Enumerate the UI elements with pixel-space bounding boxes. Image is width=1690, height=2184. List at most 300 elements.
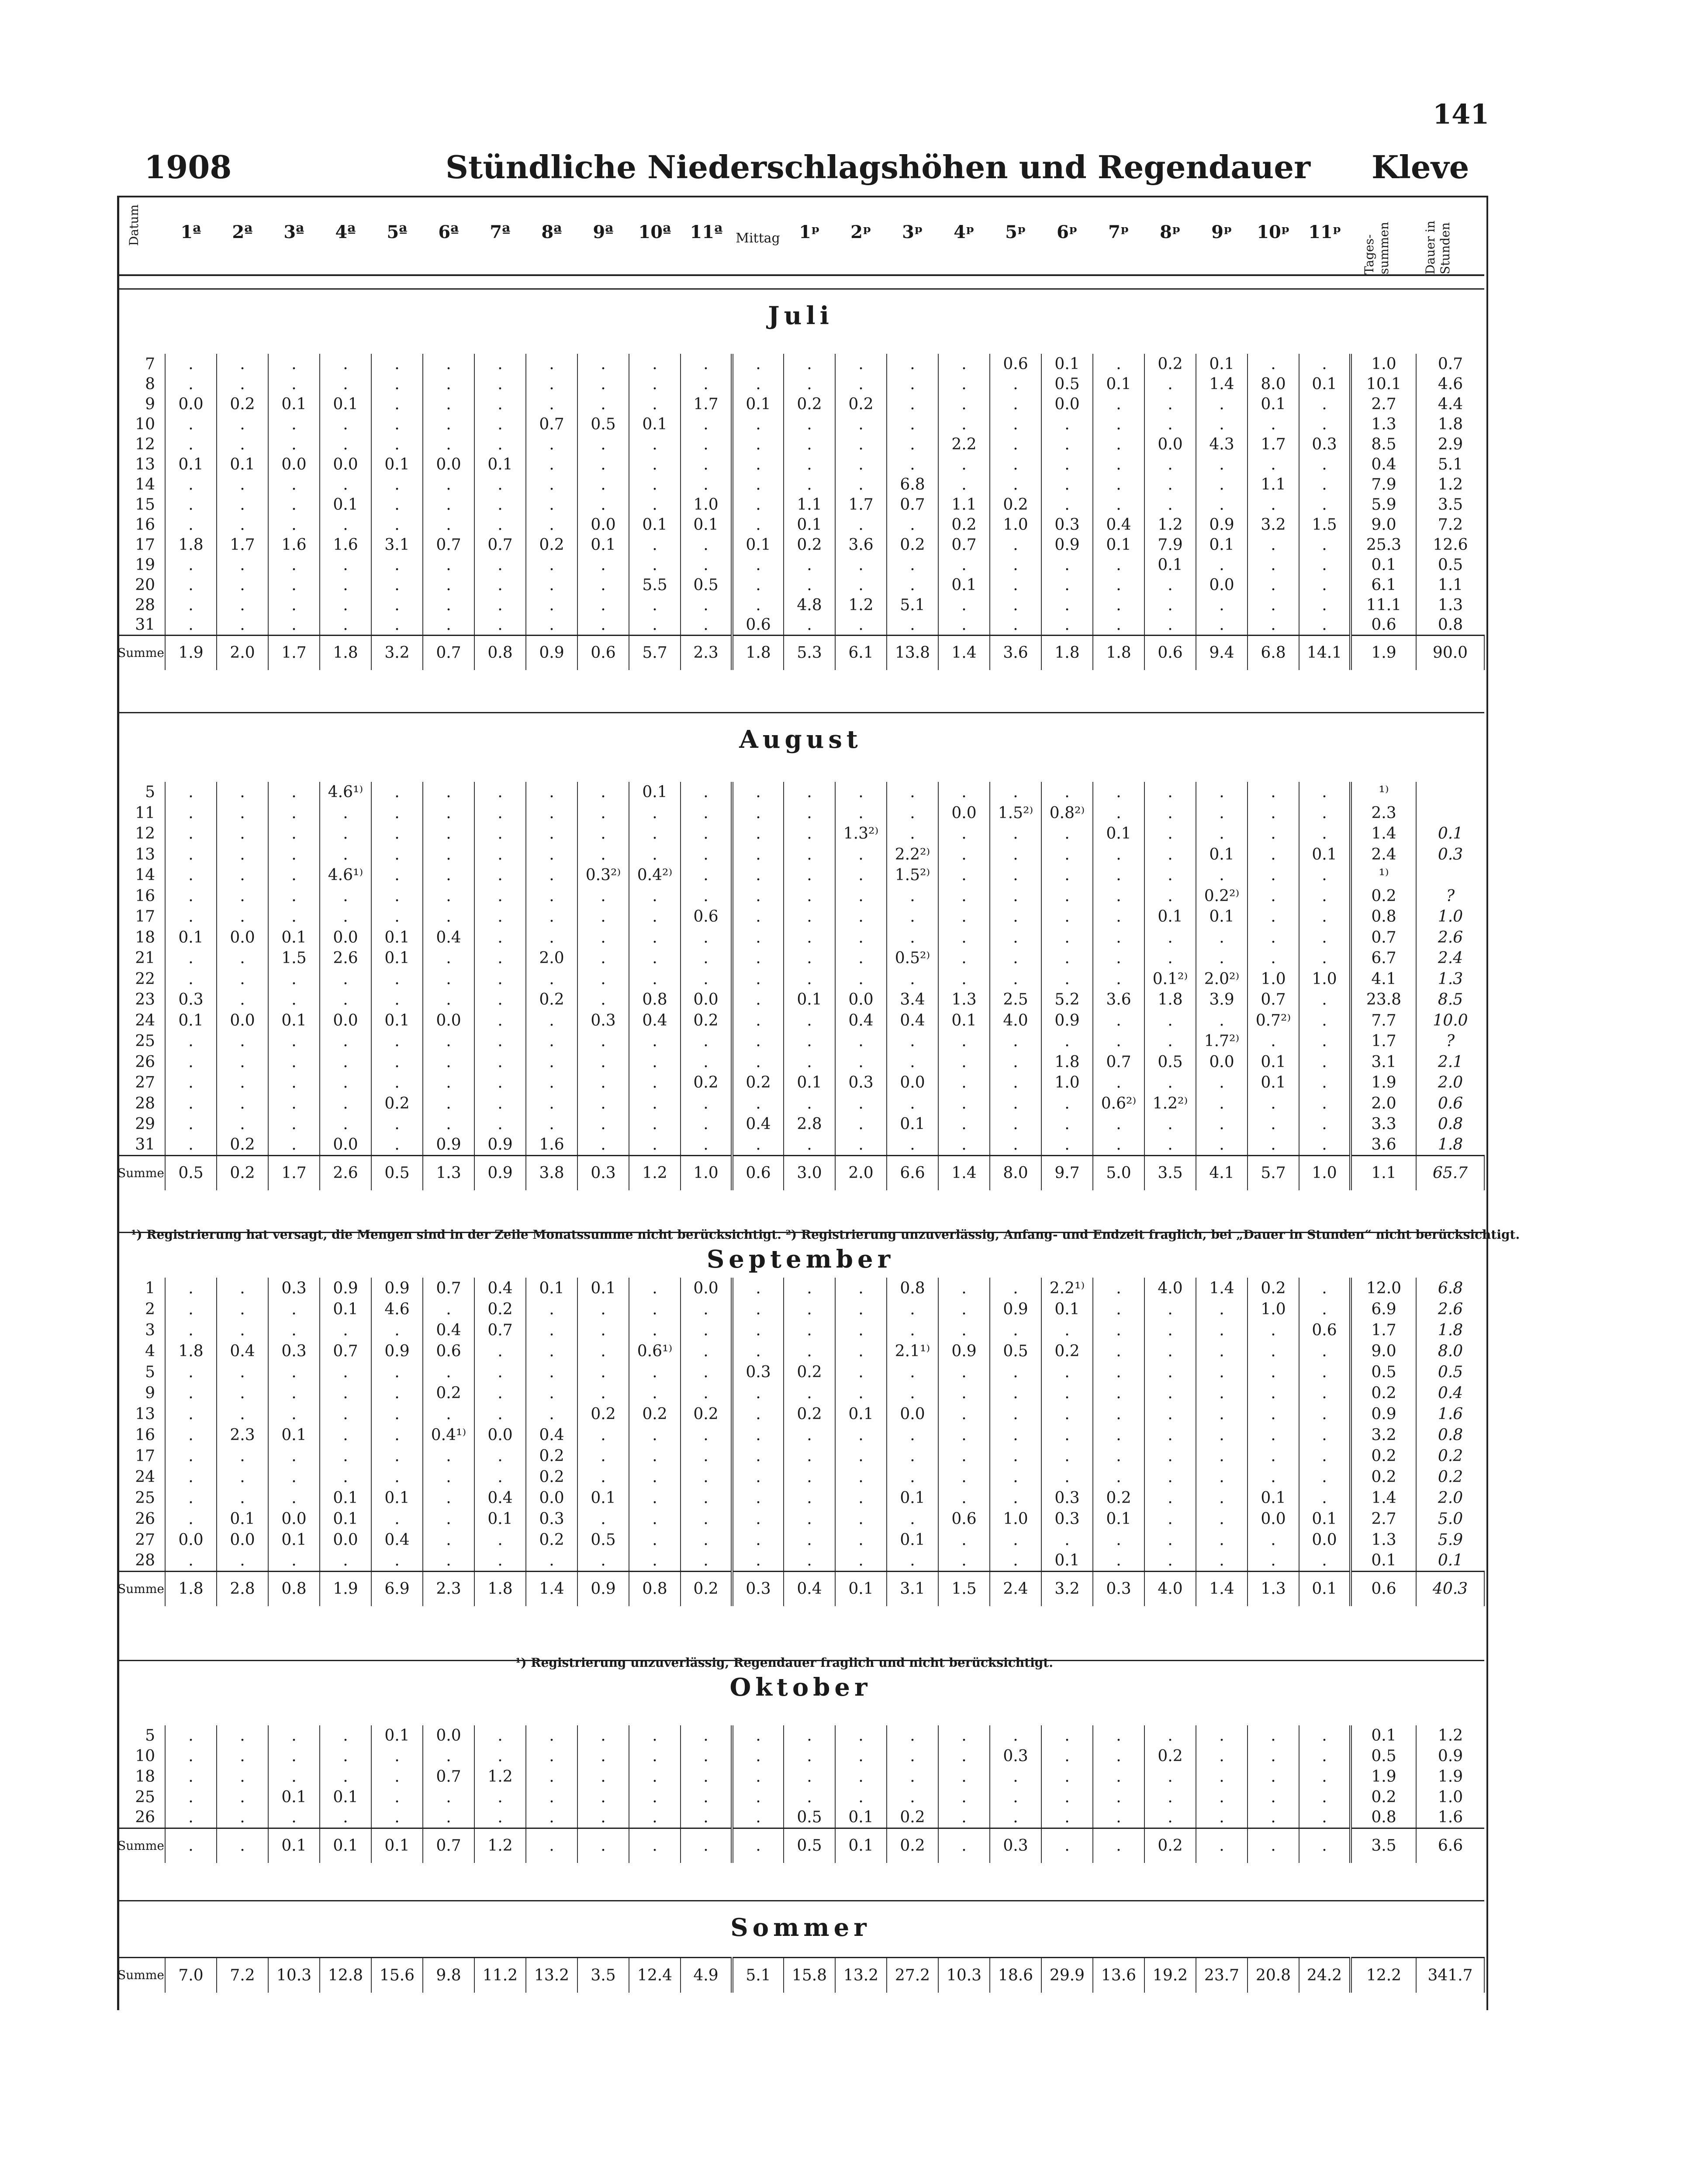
hour-cell: 0.0	[165, 1529, 217, 1550]
hour-cell: .	[1248, 823, 1299, 844]
hour-cell: 1.0	[990, 515, 1041, 535]
column-hour: 4ª	[335, 222, 356, 242]
table-row	[117, 615, 1484, 635]
hour-cell: .	[1248, 615, 1299, 635]
total-cell: ?	[1416, 886, 1484, 907]
hour-cell: .	[1248, 595, 1299, 615]
total-cell: 2.6	[1416, 1299, 1484, 1320]
hour-cell: .	[681, 886, 732, 907]
table-row	[117, 803, 1484, 824]
hour-cell: .	[1041, 1114, 1093, 1135]
hour-cell: .	[165, 1508, 217, 1529]
hour-cell: .	[217, 1114, 268, 1135]
total-cell: 2.0	[1351, 1093, 1416, 1114]
hour-cell: .	[1144, 595, 1196, 615]
hour-cell: .	[1093, 803, 1144, 824]
hour-cell: .	[732, 1508, 784, 1529]
hour-cell: 0.0	[320, 1010, 371, 1031]
hour-cell: .	[938, 1787, 990, 1807]
hour-cell: .	[681, 1746, 732, 1766]
hour-cell: 0.1	[1093, 535, 1144, 555]
hour-cell: .	[732, 595, 784, 615]
hour-cell: .	[784, 1382, 835, 1403]
hour-cell: .	[268, 1135, 320, 1156]
hour-cell: .	[217, 1403, 268, 1424]
hour-cell: .	[577, 1299, 629, 1320]
hour-cell: 2.4	[990, 1571, 1041, 1606]
hour-cell: .	[784, 886, 835, 907]
total-cell: 7.2	[1416, 515, 1484, 535]
hour-cell: .	[577, 1508, 629, 1529]
sum-row	[117, 1958, 1484, 1993]
hour-cell: .	[938, 1403, 990, 1424]
hour-cell: 0.1	[1248, 1052, 1299, 1073]
hour-cell: .	[1041, 823, 1093, 844]
hour-cell: 0.4	[526, 1424, 577, 1445]
hour-cell: .	[320, 354, 371, 374]
hour-cell: 0.2	[577, 1403, 629, 1424]
hour-cell: .	[784, 1341, 835, 1362]
total-cell: 341.7	[1416, 1958, 1484, 1993]
hour-cell: .	[732, 1766, 784, 1787]
hour-cell: .	[423, 394, 474, 414]
hour-cell: .	[990, 414, 1041, 434]
hour-cell: 0.1	[268, 1529, 320, 1550]
hour-cell: .	[371, 494, 423, 515]
hour-cell: .	[887, 394, 938, 414]
hour-cell: .	[1248, 1320, 1299, 1341]
hour-cell: .	[1248, 1550, 1299, 1571]
hour-cell: .	[1248, 1362, 1299, 1382]
hour-cell: .	[1093, 595, 1144, 615]
hour-cell: .	[938, 1445, 990, 1466]
hour-cell: .	[1196, 1487, 1248, 1508]
sum-row	[117, 635, 1484, 670]
hour-cell: .	[784, 1445, 835, 1466]
hour-cell: .	[577, 1807, 629, 1828]
total-cell: 2.9	[1416, 434, 1484, 454]
hour-cell: 1.8	[1041, 1052, 1093, 1073]
total-cell: 0.2	[1351, 1445, 1416, 1466]
hour-cell: .	[990, 865, 1041, 886]
date-cell: Summe	[117, 1958, 165, 1993]
column-hour: 10ª	[638, 222, 671, 242]
hour-cell: .	[423, 1508, 474, 1529]
hour-cell: 0.5	[577, 1529, 629, 1550]
hour-cell: .	[320, 1031, 371, 1052]
hour-cell: .	[320, 414, 371, 434]
hour-cell: .	[268, 865, 320, 886]
date-cell: 23	[135, 991, 155, 1009]
hour-cell: .	[577, 844, 629, 865]
hour-cell: .	[938, 823, 990, 844]
hour-cell: 0.1	[835, 1828, 887, 1863]
hour-cell: 0.1	[320, 1828, 371, 1863]
total-cell: 0.7	[1351, 927, 1416, 948]
date-cell: 14	[135, 475, 155, 494]
table-row	[117, 1093, 1484, 1114]
hour-cell: 18.6	[990, 1958, 1041, 1993]
hour-cell: .	[990, 1787, 1041, 1807]
hour-cell: .	[165, 374, 217, 394]
hour-cell: .	[1299, 1299, 1351, 1320]
hour-cell: .	[165, 474, 217, 494]
hour-cell: .	[681, 803, 732, 824]
total-cell: 40.3	[1416, 1571, 1484, 1606]
hour-cell: .	[371, 1382, 423, 1403]
hour-cell: .	[526, 454, 577, 474]
hour-cell: .	[217, 1072, 268, 1093]
hour-cell: .	[320, 1382, 371, 1403]
hour-cell: .	[938, 1031, 990, 1052]
hour-cell: .	[1144, 615, 1196, 635]
hour-cell: .	[990, 1362, 1041, 1382]
column-hour: 10ᵖ	[1257, 222, 1290, 242]
hour-cell: .	[165, 823, 217, 844]
hour-cell: .	[1041, 1382, 1093, 1403]
hour-cell: .	[577, 782, 629, 803]
hour-cell: .	[887, 515, 938, 535]
total-cell: 1.0	[1351, 354, 1416, 374]
hour-cell: 0.0	[320, 1529, 371, 1550]
hour-cell: 0.1	[887, 1114, 938, 1135]
hour-cell: .	[990, 394, 1041, 414]
hour-cell: .	[629, 1072, 681, 1093]
hour-cell: .	[526, 394, 577, 414]
hour-cell: .	[681, 434, 732, 454]
hour-cell: .	[732, 494, 784, 515]
hour-cell: .	[217, 844, 268, 865]
hour-cell: 0.1	[784, 989, 835, 1010]
hour-cell: .	[371, 1320, 423, 1341]
hour-cell: 0.7	[526, 414, 577, 434]
table-row	[117, 969, 1484, 990]
hour-cell: 8.0	[1248, 374, 1299, 394]
hour-cell: .	[1093, 906, 1144, 927]
hour-cell: 2.0	[526, 948, 577, 969]
hour-cell: 0.1	[1093, 374, 1144, 394]
hour-cell: 0.4	[732, 1114, 784, 1135]
hour-cell: .	[1299, 1093, 1351, 1114]
hour-cell: .	[1093, 1382, 1144, 1403]
hour-cell: .	[681, 414, 732, 434]
hour-cell: 3.6	[990, 635, 1041, 670]
section-divider	[117, 1660, 1484, 1661]
hour-cell: .	[320, 1746, 371, 1766]
hour-cell: .	[423, 595, 474, 615]
hour-cell: .	[990, 823, 1041, 844]
hour-cell: 0.0	[474, 1424, 526, 1445]
hour-cell: .	[1144, 1787, 1196, 1807]
hour-cell: .	[371, 434, 423, 454]
hour-cell: .	[784, 374, 835, 394]
hour-cell: 0.6	[732, 615, 784, 635]
hour-cell: .	[784, 414, 835, 434]
hour-cell: .	[990, 1382, 1041, 1403]
hour-cell: .	[1299, 414, 1351, 434]
hour-cell: .	[1093, 1072, 1144, 1093]
hour-cell: .	[938, 454, 990, 474]
hour-cell: .	[887, 1320, 938, 1341]
hour-cell: .	[1093, 1278, 1144, 1299]
hour-cell: 9.7	[1041, 1155, 1093, 1190]
hour-cell: 7.0	[165, 1958, 217, 1993]
total-cell: 2.7	[1351, 394, 1416, 414]
hour-cell: .	[784, 1424, 835, 1445]
table-row	[117, 865, 1484, 886]
hour-cell: .	[526, 782, 577, 803]
hour-cell: .	[1144, 886, 1196, 907]
hour-cell: 1.0	[681, 1155, 732, 1190]
hour-cell: 0.6	[1299, 1320, 1351, 1341]
hour-cell: .	[1144, 494, 1196, 515]
sum-row	[117, 1828, 1484, 1863]
hour-cell: .	[784, 575, 835, 595]
hour-cell: .	[629, 494, 681, 515]
hour-cell: .	[1093, 1746, 1144, 1766]
hour-cell: .	[1196, 1466, 1248, 1487]
hour-cell: .	[526, 1114, 577, 1135]
hour-cell: 1.8	[1093, 635, 1144, 670]
hour-cell: .	[526, 1320, 577, 1341]
month-table	[117, 354, 1484, 670]
hour-cell: .	[938, 1382, 990, 1403]
hour-cell: 29.9	[1041, 1958, 1093, 1993]
hour-cell: .	[474, 823, 526, 844]
hour-cell: 3.2	[1041, 1571, 1093, 1606]
total-cell: 90.0	[1416, 635, 1484, 670]
hour-cell: .	[1093, 1807, 1144, 1828]
hour-cell: .	[629, 1725, 681, 1746]
column-dauer: Dauer in Stunden	[1423, 220, 1452, 274]
hour-cell: .	[1196, 1807, 1248, 1828]
hour-cell: .	[474, 474, 526, 494]
hour-cell: 1.0	[1041, 1072, 1093, 1093]
hour-cell: .	[784, 865, 835, 886]
hour-cell: .	[732, 414, 784, 434]
hour-cell: .	[474, 969, 526, 990]
hour-cell: 1.7	[268, 1155, 320, 1190]
hour-cell: .	[526, 823, 577, 844]
hour-cell: 13.8	[887, 635, 938, 670]
hour-cell: .	[990, 1135, 1041, 1156]
hour-cell: .	[577, 474, 629, 494]
hour-cell: 0.1	[938, 1010, 990, 1031]
table-row	[117, 1807, 1484, 1828]
hour-cell: 12.4	[629, 1958, 681, 1993]
hour-cell: .	[423, 1299, 474, 1320]
hour-cell: .	[887, 1093, 938, 1114]
hour-cell: .	[629, 1550, 681, 1571]
hour-cell: .	[1144, 948, 1196, 969]
date-cell: 24	[135, 1011, 155, 1030]
hour-cell: 0.1	[371, 454, 423, 474]
total-cell: 10.1	[1351, 374, 1416, 394]
table-row	[117, 948, 1484, 969]
hour-cell: .	[165, 1424, 217, 1445]
hour-cell: .	[577, 1052, 629, 1073]
hour-cell: .	[1093, 1341, 1144, 1362]
hour-cell: 15.6	[371, 1958, 423, 1993]
hour-cell: .	[320, 823, 371, 844]
hour-cell: .	[990, 782, 1041, 803]
hour-cell: 0.4	[474, 1278, 526, 1299]
hour-cell: 1.8	[320, 635, 371, 670]
hour-cell: .	[1041, 1445, 1093, 1466]
date-cell: 13	[135, 455, 155, 473]
hour-cell: 0.9	[320, 1278, 371, 1299]
hour-cell: 0.2	[526, 535, 577, 555]
hour-cell: .	[681, 1382, 732, 1403]
hour-cell: .	[371, 1072, 423, 1093]
hour-cell: .	[1093, 1787, 1144, 1807]
hour-cell: .	[732, 1052, 784, 1073]
hour-cell: .	[732, 844, 784, 865]
hour-cell: .	[629, 354, 681, 374]
hour-cell: .	[732, 1031, 784, 1052]
hour-cell: .	[1041, 948, 1093, 969]
hour-cell: 0.1	[1299, 1571, 1351, 1606]
hour-cell: .	[835, 1278, 887, 1299]
hour-cell: .	[474, 555, 526, 575]
hour-cell: 1.3	[423, 1155, 474, 1190]
hour-cell: .	[1041, 1362, 1093, 1382]
hour-cell: .	[1196, 1403, 1248, 1424]
hour-cell: 0.5	[784, 1828, 835, 1863]
hour-cell: 0.5	[371, 1155, 423, 1190]
hour-cell: .	[1299, 1487, 1351, 1508]
hour-cell: 0.1	[938, 575, 990, 595]
total-cell: 1.0	[1416, 906, 1484, 927]
hour-cell: 0.3	[268, 1341, 320, 1362]
hour-cell: .	[681, 1445, 732, 1466]
hour-cell: .	[1093, 454, 1144, 474]
hour-cell: 0.0	[1299, 1529, 1351, 1550]
hour-cell: .	[835, 1529, 887, 1550]
hour-cell: 0.6	[938, 1508, 990, 1529]
hour-cell: .	[681, 1341, 732, 1362]
hour-cell: 27.2	[887, 1958, 938, 1993]
hour-cell: .	[165, 1114, 217, 1135]
column-hour: 5ª	[387, 222, 408, 242]
hour-cell: .	[681, 823, 732, 844]
hour-cell: 1.5²⁾	[887, 865, 938, 886]
hour-cell: .	[835, 1031, 887, 1052]
hour-cell: 2.1¹⁾	[887, 1341, 938, 1362]
section-divider	[117, 1900, 1484, 1901]
hour-cell: .	[217, 474, 268, 494]
hour-cell: 0.6²⁾	[1093, 1093, 1144, 1114]
hour-cell: .	[1299, 1341, 1351, 1362]
hour-cell: .	[629, 1746, 681, 1766]
hour-cell: .	[268, 906, 320, 927]
column-hour: 6ᵖ	[1057, 222, 1078, 242]
hour-cell: .	[1144, 1445, 1196, 1466]
hour-cell: .	[938, 1135, 990, 1156]
hour-cell: 0.2	[681, 1571, 732, 1606]
hour-cell: .	[1299, 1072, 1351, 1093]
hour-cell: .	[1093, 1299, 1144, 1320]
hour-cell: .	[938, 555, 990, 575]
hour-cell: 0.2	[835, 394, 887, 414]
hour-cell: .	[1093, 494, 1144, 515]
hour-cell: .	[371, 1403, 423, 1424]
total-cell	[1416, 803, 1484, 824]
hour-cell: 0.1	[371, 1487, 423, 1508]
hour-cell: .	[990, 615, 1041, 635]
date-cell: 12	[135, 435, 155, 453]
hour-cell: .	[887, 454, 938, 474]
hour-cell: 5.3	[784, 635, 835, 670]
hour-cell: .	[681, 1299, 732, 1320]
hour-cell: .	[1299, 474, 1351, 494]
hour-cell: .	[320, 1725, 371, 1746]
hour-cell: .	[784, 1787, 835, 1807]
hour-cell: .	[320, 1403, 371, 1424]
date-cell: 2	[145, 1300, 155, 1318]
hour-cell: .	[474, 1725, 526, 1746]
hour-cell: .	[1144, 1807, 1196, 1828]
hour-cell: .	[577, 927, 629, 948]
hour-cell: .	[526, 354, 577, 374]
hour-cell: .	[371, 1445, 423, 1466]
hour-cell: 0.1	[784, 1072, 835, 1093]
hour-cell: .	[784, 1487, 835, 1508]
hour-cell: .	[1299, 803, 1351, 824]
date-cell: 26	[135, 1808, 155, 1827]
hour-cell: .	[320, 615, 371, 635]
hour-cell: .	[629, 615, 681, 635]
hour-cell: .	[217, 515, 268, 535]
hour-cell: .	[629, 1052, 681, 1073]
total-cell: 4.1	[1351, 969, 1416, 990]
total-cell: 0.4	[1416, 1382, 1484, 1403]
hour-cell: .	[835, 1135, 887, 1156]
table-row	[117, 494, 1484, 515]
hour-cell: 0.3	[990, 1746, 1041, 1766]
hour-cell: .	[577, 1362, 629, 1382]
hour-cell: .	[371, 1031, 423, 1052]
hour-cell: 0.8	[474, 635, 526, 670]
hour-cell: .	[629, 844, 681, 865]
date-cell: 26	[135, 1053, 155, 1071]
hour-cell: 0.0	[423, 454, 474, 474]
hour-cell: 0.7	[938, 535, 990, 555]
hour-cell: .	[732, 354, 784, 374]
hour-cell: .	[1299, 555, 1351, 575]
hour-cell: .	[577, 575, 629, 595]
hour-cell: 0.1	[320, 1787, 371, 1807]
hour-cell: 6.8	[887, 474, 938, 494]
table-row	[117, 575, 1484, 595]
column-hour: 9ª	[593, 222, 614, 242]
hour-cell: 0.8	[629, 1571, 681, 1606]
hour-cell: .	[887, 1766, 938, 1787]
table-row	[117, 886, 1484, 907]
hour-cell: .	[577, 1466, 629, 1487]
hour-cell: .	[577, 803, 629, 824]
hour-cell: 0.1	[320, 494, 371, 515]
hour-cell: 1.2	[1144, 515, 1196, 535]
hour-cell: .	[423, 1529, 474, 1550]
hour-cell: .	[1196, 494, 1248, 515]
hour-cell: .	[526, 1550, 577, 1571]
hour-cell: .	[887, 354, 938, 374]
total-cell: 0.4	[1351, 454, 1416, 474]
hour-cell: .	[474, 948, 526, 969]
month-title: September	[706, 1245, 895, 1274]
hour-cell: .	[1144, 1320, 1196, 1341]
